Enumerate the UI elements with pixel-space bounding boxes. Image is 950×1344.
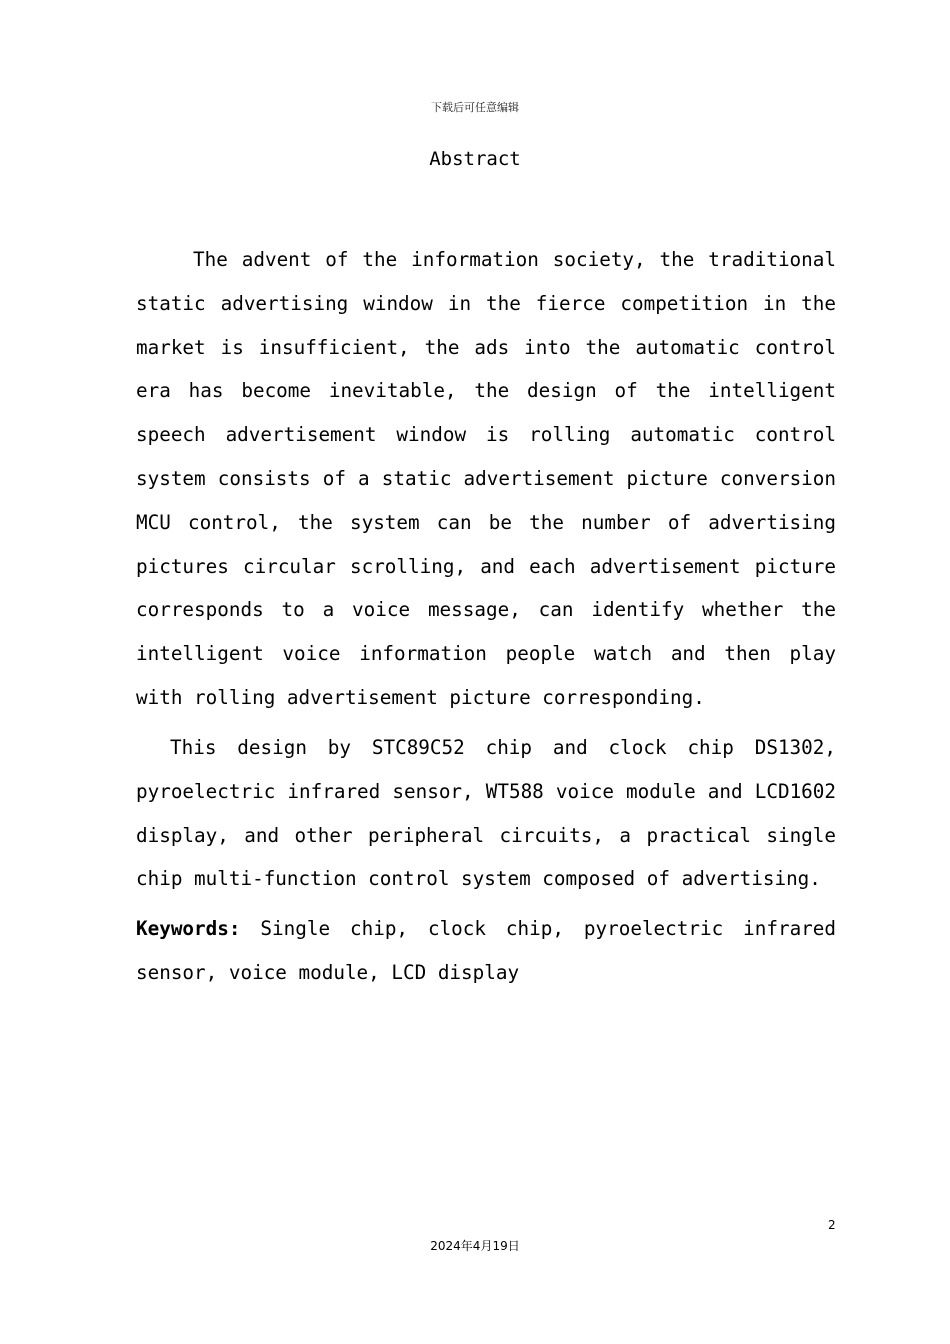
keywords-label: Keywords: — [136, 917, 241, 940]
footer-date: 2024年4月19日 — [430, 1239, 520, 1253]
keywords-paragraph — [136, 907, 836, 995]
abstract-paragraph-1: The advent of the information society, the traditional static advertising window in the fierce competition in the market is insufficient, the ads into the automatic control era has become inevitable, the design of the intelligent speech advertisement window is rolling automatic control system consists of a static advertisement picture conversion MCU control, the system can be the number of advertising pictures circular scrolling, and each advertisement picture corresponds to a voice message, can identify whether the intelligent voice information people watch and then play with rolling advertisement picture corresponding. — [136, 248, 836, 709]
keywords-text: Single chip, clock chip, pyroelectric infrared sensor, voice module, LCD display — [136, 917, 836, 984]
page-title: Abstract — [429, 148, 521, 170]
abstract-paragraph-2: This design by STC89C52 chip and clock chip DS1302, pyroelectric infrared sensor, WT588 voice module and LCD1602 display, and other peripheral circuits, a practical single chip multi-function control system composed of advertising. — [136, 736, 836, 891]
page-number: 2 — [828, 1218, 836, 1232]
header-note: 下载后可任意编辑 — [431, 101, 519, 114]
